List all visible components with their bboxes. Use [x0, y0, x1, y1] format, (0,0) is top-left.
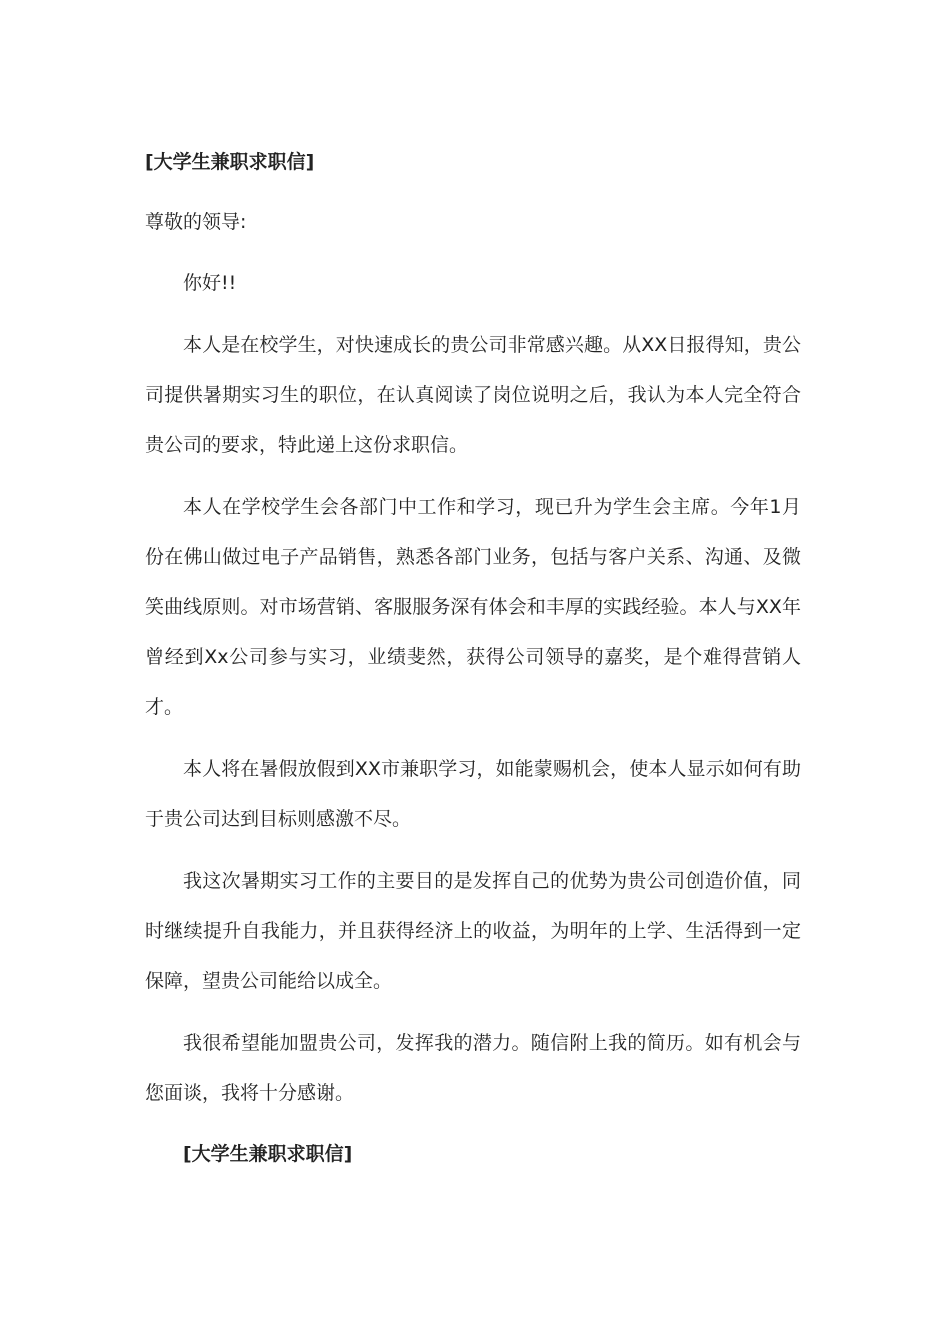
paragraph-goal: 我这次暑期实习工作的主要目的是发挥自己的优势为贵公司创造价值，同时继续提升自我能力，并且获得经济上的收益，为明年的上学、生活得到一定保障，望贵公司能给以成全。	[145, 870, 801, 992]
paragraph-closing: 我很希望能加盟贵公司，发挥我的潜力。随信附上我的简历。如有机会与您面谈，我将十分感谢。	[145, 1032, 801, 1104]
paragraph-interest: 本人是在校学生，对快速成长的贵公司非常感兴趣。从XX日报得知，贵公司提供暑期实习生的职位，在认真阅读了岗位说明之后，我认为本人完全符合贵公司的要求，特此递上这份求职信。	[145, 334, 801, 456]
salutation: 尊敬的领导:	[145, 211, 247, 233]
paragraph-availability: 本人将在暑假放假到XX市兼职学习，如能蒙赐机会，使本人显示如何有助于贵公司达到目标则感激不尽。	[145, 758, 801, 830]
footer-title: [大学生兼职求职信]	[183, 1143, 353, 1165]
document-title: [大学生兼职求职信]	[145, 151, 315, 173]
greeting: 你好!!	[183, 272, 237, 294]
paragraph-experience: 本人在学校学生会各部门中工作和学习，现已升为学生会主席。今年1月份在佛山做过电子产品销售，熟悉各部门业务，包括与客户关系、沟通、及微笑曲线原则。对市场营销、客服服务深有体会和丰厚的实践经验。本人与XX年曾经到Xx公司参与实习，业绩斐然，获得公司领导的嘉奖，是个难得营销人才。	[145, 496, 801, 718]
letter-body	[145, 138, 801, 1178]
